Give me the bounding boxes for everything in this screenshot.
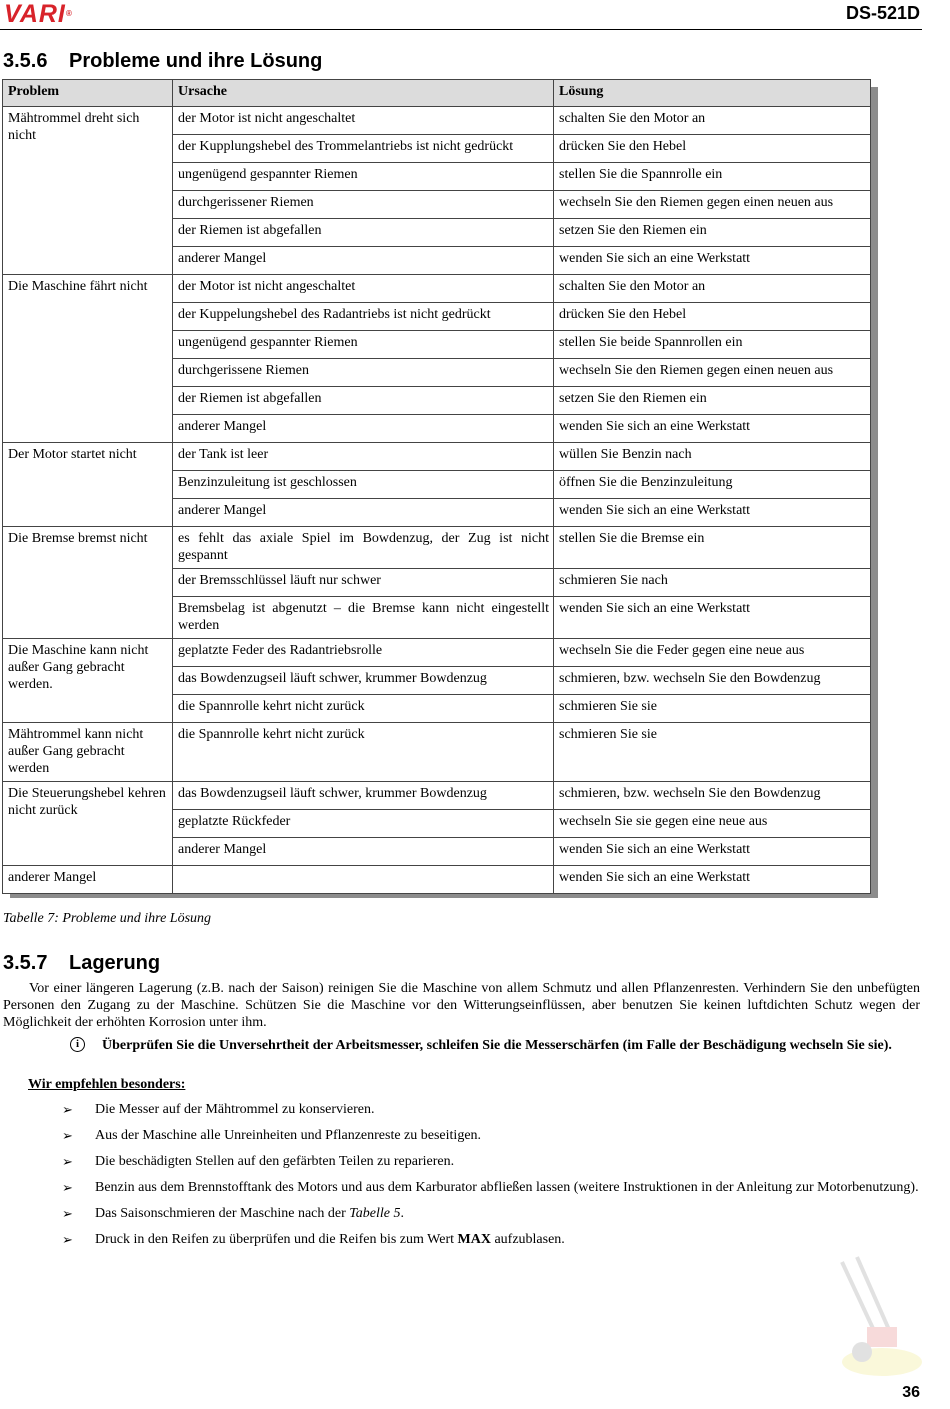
solution-cell: schalten Sie den Motor an — [554, 107, 871, 135]
list-item-text: Benzin aus dem Brennstofftank des Motors und aus dem Karburator abfließen lassen (weitere Instruktionen in der Anleitung zur Motorbenutzung). — [95, 1180, 919, 1195]
recommendation-list — [0, 1101, 920, 1257]
list-item — [0, 1101, 920, 1118]
cause-cell: das Bowdenzugseil läuft schwer, krummer Bowdenzug — [173, 782, 554, 810]
cause-cell: ungenügend gespannter Riemen — [173, 331, 554, 359]
cause-cell: durchgerissener Riemen — [173, 191, 554, 219]
cause-cell: der Bremsschlüssel läuft nur schwer — [173, 569, 554, 597]
cause-cell: anderer Mangel — [173, 838, 554, 866]
list-item-text: Die beschädigten Stellen auf den gefärbten Teilen zu reparieren. — [95, 1154, 455, 1169]
vari-logo: VARI® — [4, 0, 73, 28]
solution-cell: schmieren Sie sie — [554, 695, 871, 723]
solution-cell: wenden Sie sich an eine Werkstatt — [554, 866, 871, 894]
list-item — [0, 1127, 920, 1144]
cause-cell: der Motor ist nicht angeschaltet — [173, 275, 554, 303]
header-cause: Ursache — [173, 80, 554, 107]
problem-cell: anderer Mangel — [3, 866, 173, 894]
mower-watermark-icon — [812, 1252, 922, 1382]
solution-cell: drücken Sie den Hebel — [554, 303, 871, 331]
list-item-text-end: . — [400, 1206, 404, 1221]
solution-cell: stellen Sie die Bremse ein — [554, 527, 871, 569]
cause-cell: geplatzte Rückfeder — [173, 810, 554, 838]
solution-cell: stellen Sie die Spannrolle ein — [554, 163, 871, 191]
list-item — [0, 1153, 920, 1170]
note-text: Überprüfen Sie die Unversehrtheit der Arbeitsmesser, schleifen Sie die Messerschärfen (im Falle der Beschädigung wechseln Sie sie). — [102, 1038, 892, 1053]
cause-cell: die Spannrolle kehrt nicht zurück — [173, 723, 554, 782]
cause-cell: der Riemen ist abgefallen — [173, 387, 554, 415]
table-row — [3, 275, 871, 303]
section-heading-problems: 3.5.6 Probleme und ihre Lösung — [3, 50, 323, 72]
troubleshooting-table-wrapper — [2, 79, 870, 894]
list-item-text: Die Messer auf der Mähtrommel zu konservieren. — [95, 1102, 375, 1117]
cause-cell: Benzinzuleitung ist geschlossen — [173, 471, 554, 499]
table-reference: Tabelle 5 — [349, 1206, 401, 1221]
list-item-text: Aus der Maschine alle Unreinheiten und Pflanzenreste zu beseitigen. — [95, 1128, 482, 1143]
list-item — [0, 1179, 920, 1196]
table-header-row — [3, 80, 871, 107]
cause-cell: der Kupplungshebel des Trommelantriebs ist nicht gedrückt — [173, 135, 554, 163]
cause-cell: der Kuppelungshebel des Radantriebs ist nicht gedrückt — [173, 303, 554, 331]
solution-cell: schmieren Sie sie — [554, 723, 871, 782]
cause-cell: der Riemen ist abgefallen — [173, 219, 554, 247]
recommendation-heading: Wir empfehlen besonders: — [28, 1077, 186, 1092]
arrow-bullet-icon: ➢ — [62, 1128, 73, 1143]
solution-cell: wenden Sie sich an eine Werkstatt — [554, 838, 871, 866]
arrow-bullet-icon: ➢ — [62, 1206, 73, 1221]
header-solution: Lösung — [554, 80, 871, 107]
table-row — [3, 107, 871, 135]
model-number: DS-521D — [845, 3, 920, 23]
cause-cell: der Tank ist leer — [173, 443, 554, 471]
cause-cell — [173, 866, 554, 894]
solution-cell: wenden Sie sich an eine Werkstatt — [554, 247, 871, 275]
solution-cell: drücken Sie den Hebel — [554, 135, 871, 163]
cause-cell: anderer Mangel — [173, 415, 554, 443]
problem-cell: Mähtrommel dreht sich nicht — [3, 107, 173, 275]
cause-cell: es fehlt das axiale Spiel im Bowdenzug, der Zug ist nicht gespannt — [173, 527, 554, 569]
info-icon: i — [70, 1037, 85, 1052]
list-item — [0, 1231, 920, 1248]
solution-cell: wüllen Sie Benzin nach — [554, 443, 871, 471]
section-heading-storage: 3.5.7 Lagerung — [3, 952, 161, 974]
list-item-text: Druck in den Reifen zu überprüfen und die Reifen bis zum Wert — [95, 1232, 458, 1247]
arrow-bullet-icon: ➢ — [62, 1102, 73, 1117]
table-row — [3, 723, 871, 782]
cause-cell: die Spannrolle kehrt nicht zurück — [173, 695, 554, 723]
solution-cell: wenden Sie sich an eine Werkstatt — [554, 499, 871, 527]
solution-cell: wechseln Sie die Feder gegen eine neue aus — [554, 639, 871, 667]
troubleshooting-table — [2, 79, 871, 894]
cause-cell: Bremsbelag ist abgenutzt – die Bremse kann nicht eingestellt werden — [173, 597, 554, 639]
max-value: MAX — [457, 1232, 491, 1247]
solution-cell: wechseln Sie den Riemen gegen einen neuen aus — [554, 191, 871, 219]
storage-paragraph: Vor einer längeren Lagerung (z.B. nach der Saison) reinigen Sie die Maschine von allem Schmutz und allen Pflanzenresten. Verhindern Sie den unbefügten Personen den Zugang zu der Maschine. Schützen Sie die Maschine vor den Witterungseinflüssen, aber benutzen Sie keinen luftdichten Schutz wegen der Möglichkeit der erhöhten Korrosion unter ihm. — [3, 981, 920, 1030]
solution-cell: schmieren, bzw. wechseln Sie den Bowdenzug — [554, 667, 871, 695]
solution-cell: schalten Sie den Motor an — [554, 275, 871, 303]
solution-cell: wenden Sie sich an eine Werkstatt — [554, 597, 871, 639]
table-row — [3, 527, 871, 569]
solution-cell: schmieren Sie nach — [554, 569, 871, 597]
solution-cell: setzen Sie den Riemen ein — [554, 387, 871, 415]
solution-cell: wechseln Sie sie gegen eine neue aus — [554, 810, 871, 838]
problem-cell: Der Motor startet nicht — [3, 443, 173, 527]
solution-cell: setzen Sie den Riemen ein — [554, 219, 871, 247]
table-body — [3, 107, 871, 894]
note-block — [70, 1037, 920, 1054]
cause-cell: geplatzte Feder des Radantriebsrolle — [173, 639, 554, 667]
solution-cell: öffnen Sie die Benzinzuleitung — [554, 471, 871, 499]
table-row — [3, 782, 871, 810]
list-item-text: Das Saisonschmieren der Maschine nach der — [95, 1206, 350, 1221]
solution-cell: stellen Sie beide Spannrollen ein — [554, 331, 871, 359]
problem-cell: Die Maschine kann nicht außer Gang gebracht werden. — [3, 639, 173, 723]
list-item — [0, 1205, 920, 1222]
cause-cell: ungenügend gespannter Riemen — [173, 163, 554, 191]
cause-cell: anderer Mangel — [173, 499, 554, 527]
header-divider — [0, 29, 922, 30]
problem-cell: Die Maschine fährt nicht — [3, 275, 173, 443]
cause-cell: durchgerissene Riemen — [173, 359, 554, 387]
arrow-bullet-icon: ➢ — [62, 1180, 73, 1195]
solution-cell: wechseln Sie den Riemen gegen einen neuen aus — [554, 359, 871, 387]
table-row — [3, 639, 871, 667]
problem-cell: Die Steuerungshebel kehren nicht zurück — [3, 782, 173, 866]
arrow-bullet-icon: ➢ — [62, 1232, 73, 1247]
solution-cell: schmieren, bzw. wechseln Sie den Bowdenzug — [554, 782, 871, 810]
header-problem: Problem — [3, 80, 173, 107]
solution-cell: wenden Sie sich an eine Werkstatt — [554, 415, 871, 443]
table-caption: Tabelle 7: Probleme und ihre Lösung — [3, 911, 212, 926]
arrow-bullet-icon: ➢ — [62, 1154, 73, 1169]
cause-cell: anderer Mangel — [173, 247, 554, 275]
list-item-text-end: aufzublasen. — [490, 1232, 565, 1247]
cause-cell: der Motor ist nicht angeschaltet — [173, 107, 554, 135]
table-row — [3, 866, 871, 894]
problem-cell: Mähtrommel kann nicht außer Gang gebracht werden — [3, 723, 173, 782]
cause-cell: das Bowdenzugseil läuft schwer, krummer Bowdenzug — [173, 667, 554, 695]
page-number: 36 — [902, 1384, 920, 1401]
table-row — [3, 443, 871, 471]
problem-cell: Die Bremse bremst nicht — [3, 527, 173, 639]
